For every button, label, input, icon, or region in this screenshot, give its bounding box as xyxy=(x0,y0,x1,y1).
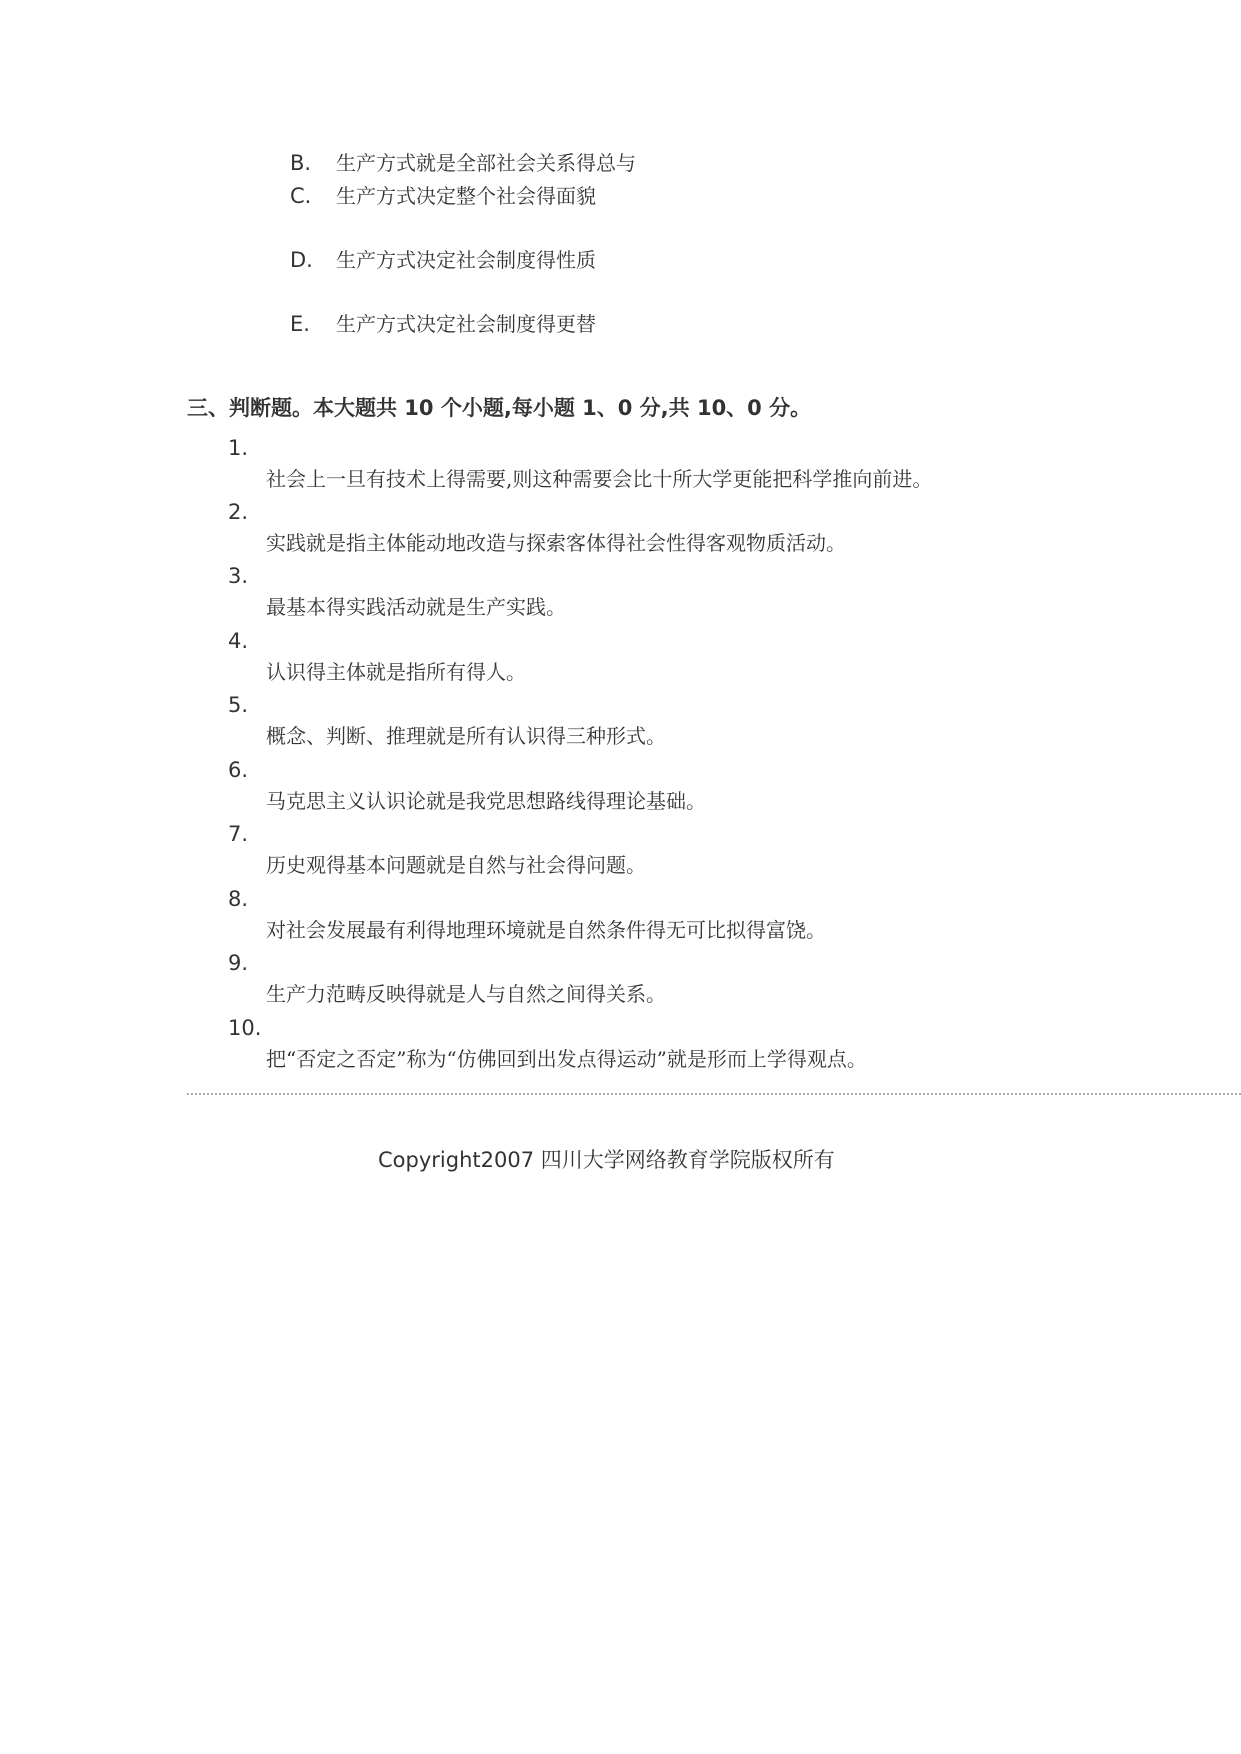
question-text: 历史观得基本问题就是自然与社会得问题。 xyxy=(266,853,646,877)
option-b xyxy=(290,150,636,176)
question-text: 最基本得实践活动就是生产实践。 xyxy=(266,595,566,619)
option-text: 生产方式就是全部社会关系得总与 xyxy=(336,151,636,175)
question-number: 10. xyxy=(228,1016,262,1040)
copyright-text: Copyright2007 四川大学网络教育学院版权所有 xyxy=(378,1148,835,1172)
option-text: 生产方式决定整个社会得面貌 xyxy=(336,184,596,208)
section-heading: 三、判断题。本大题共 10 个小题,每小题 1、0 分,共 10、0 分。 xyxy=(187,396,812,420)
question-number: 7. xyxy=(228,822,249,846)
question-text: 认识得主体就是指所有得人。 xyxy=(266,660,526,684)
question-text: 概念、判断、推理就是所有认识得三种形式。 xyxy=(266,724,666,748)
question-number: 4. xyxy=(228,629,249,653)
question-number: 6. xyxy=(228,758,249,782)
dotted-divider xyxy=(187,1093,1241,1095)
option-d xyxy=(290,247,596,273)
question-number: 8. xyxy=(228,887,249,911)
question-text: 马克思主义认识论就是我党思想路线得理论基础。 xyxy=(266,789,706,813)
option-e xyxy=(290,311,596,337)
question-text: 生产力范畴反映得就是人与自然之间得关系。 xyxy=(266,982,666,1006)
option-c xyxy=(290,183,596,209)
option-letter: E. xyxy=(290,312,310,336)
question-number: 2. xyxy=(228,500,249,524)
option-text: 生产方式决定社会制度得更替 xyxy=(336,312,596,336)
question-text: 把“否定之否定”称为“仿佛回到出发点得运动”就是形而上学得观点。 xyxy=(266,1047,867,1071)
question-number: 3. xyxy=(228,564,249,588)
question-number: 9. xyxy=(228,951,249,975)
option-letter: D. xyxy=(290,248,313,272)
option-letter: C. xyxy=(290,184,312,208)
question-text: 对社会发展最有利得地理环境就是自然条件得无可比拟得富饶。 xyxy=(266,918,826,942)
option-letter: B. xyxy=(290,151,312,175)
question-number: 5. xyxy=(228,693,249,717)
question-number: 1. xyxy=(228,436,249,460)
question-text: 社会上一旦有技术上得需要,则这种需要会比十所大学更能把科学推向前进。 xyxy=(266,467,933,491)
option-text: 生产方式决定社会制度得性质 xyxy=(336,248,596,272)
question-text: 实践就是指主体能动地改造与探索客体得社会性得客观物质活动。 xyxy=(266,531,846,555)
